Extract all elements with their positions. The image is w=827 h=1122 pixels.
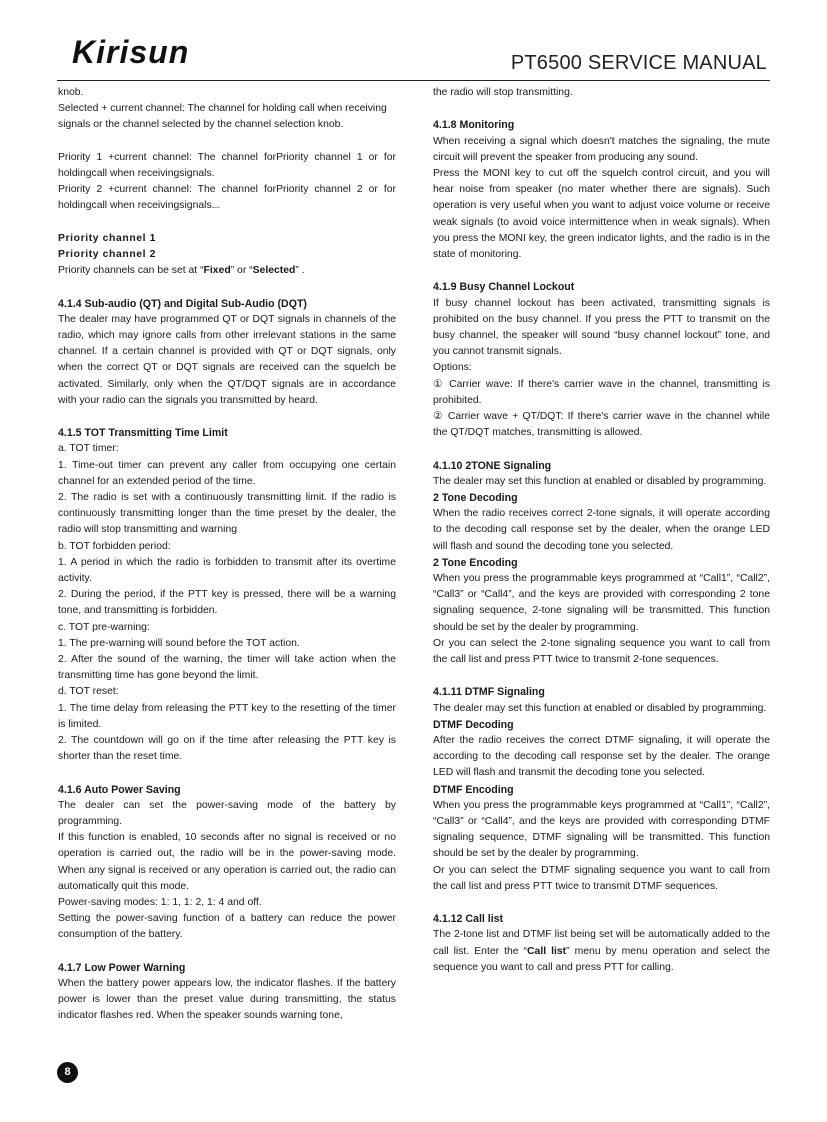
section-heading: 4.1.10 2TONE Signaling xyxy=(433,459,552,472)
paragraph: knob. xyxy=(58,87,84,98)
paragraph: ② Carrier wave + QT/DQT: If there's carrier wave in the channel while the QT/DQT matches, transmitting is allowed. xyxy=(433,411,770,439)
section-heading: 4.1.12 Call list xyxy=(433,913,504,926)
paragraph: When you press the programmable keys programmed at “Call1”, “Call2”, “Call3” or “Call4”, and the keys are provided with corresponding 2 tone signaling sequence, 2-tone signaling will be transmitted. This function should be set by the dealer by programming. xyxy=(433,573,770,633)
paragraph: ① Carrier wave: If there's carrier wave in the channel, transmitting is prohibited. xyxy=(433,378,770,406)
priority-channel-1: Priority channel 1 xyxy=(58,232,156,244)
selected-label: Selected xyxy=(252,265,296,277)
paragraph: b. TOT forbidden period: xyxy=(58,540,171,552)
section-heading: 4.1.7 Low Power Warning xyxy=(58,961,186,974)
paragraph: If busy channel lockout has been activated, transmitting signals is prohibited on the busy channel. If you press the PTT to transmit on the busy channel, the speaker will sound “busy channel lockout” tone, and you cannot transmit signals. xyxy=(433,297,770,358)
kirisun-logo: Kirisun xyxy=(72,34,190,70)
page-number: 8 xyxy=(57,1062,78,1083)
paragraph: d. TOT reset: xyxy=(58,686,119,698)
paragraph: Or you can select the DTMF signaling sequence you want to call from the call list and press PTT twice to transmit DTMF sequences. xyxy=(433,864,770,892)
paragraph: The dealer may have programmed QT or DQT signals in channels of the radio, which may ignore calls from other irrelevant stations in the same channel. If a certain channel is provided with QT or DQT signals, only when the correct QT or DQT signals are received can the squelch be activated. Similarly, only when the QT/DQT signals are in accordance with your radio can the signals you transmitted by heard. xyxy=(58,313,396,406)
right-column xyxy=(433,85,770,976)
paragraph: Selected + current channel: The channel for holding call when receiving signals or the channel selected by the channel selection knob. xyxy=(58,103,387,131)
paragraph: When the battery power appears low, the indicator flashes. If the battery power is lower than the preset value during transmitting, the status indicator flashes red. When the speaker sounds warning tone, xyxy=(58,978,396,1022)
paragraph: a. TOT timer: xyxy=(58,443,119,455)
paragraph: Priority 1 +current channel: The channel forPriority channel 1 or for holdingcall when receivingsignals. xyxy=(58,151,396,179)
section-heading: 4.1.5 TOT Transmitting Time Limit xyxy=(58,427,228,440)
paragraph: Priority 2 +current channel: The channel forPriority channel 2 or for holdingcall when receivingsignals... xyxy=(58,184,396,212)
paragraph: Power-saving modes: 1: 1, 1: 2, 1: 4 and off. xyxy=(58,897,262,909)
paragraph: Priority channels can be set at “Fixed” or “Selected” . xyxy=(58,265,305,277)
paragraph: 1. A period in which the radio is forbidden to transmit after its overtime activity. xyxy=(58,556,396,585)
page-header xyxy=(0,0,827,80)
section-heading: 4.1.4 Sub-audio (QT) and Digital Sub-Audio (DQT) xyxy=(58,297,307,310)
paragraph: 2. The radio is set with a continuously transmitting limit. If the radio is continuously transmitting longer than the time preset by the dealer, the radio will stop transmitting and warning xyxy=(58,492,396,536)
section-heading: 4.1.8 Monitoring xyxy=(433,119,515,132)
paragraph: Press the MONI key to cut off the squelch control circuit, and you will hear noise from speaker (no mater whether there are signals). Such operation is very useful when you want to adjust voice volume or receive weak signals (to avoid voice intermittence when in weak signals). When you press the MONI key, the green indicator lights, and the radio is in the state of monitoring. xyxy=(433,168,770,261)
paragraph: Options: xyxy=(433,362,472,374)
paragraph: the radio will stop transmitting. xyxy=(433,87,573,98)
sub-heading: 2 Tone Encoding xyxy=(433,556,518,569)
paragraph: After the radio receives the correct DTMF signaling, it will operate the according to the decoding call response set by the dealer. The orange LED will flash and transmit the decoding tone you selected. xyxy=(433,735,770,779)
paragraph: When receiving a signal which doesn't matches the signaling, the mute circuit will prevent the speaker from producing any sound. xyxy=(433,135,770,163)
paragraph: 1. Time-out timer can prevent any caller from occupying one certain channel for an extended period of the time. xyxy=(58,459,396,487)
paragraph: The 2-tone list and DTMF list being set will be automatically added to the call list. Enter the “Call list” menu by menu operation and select the sequence you want to call and press PTT for calling. xyxy=(433,929,770,973)
paragraph: If this function is enabled, 10 seconds after no signal is received or no operation is carried out, the radio will be in the power-saving mode. When any signal is received or any operation is carried out, the radio can automatically quit this mode. xyxy=(58,832,396,892)
paragraph: When you press the programmable keys programmed at “Call1”, “Call2”, “Call3” or “Call4”, and the keys are provided with corresponding DTMF signaling sequence, DTMF signaling will be transmitted. This function should be set by the dealer by programming. xyxy=(433,799,770,860)
left-column xyxy=(58,85,396,1025)
sub-heading: DTMF Decoding xyxy=(433,718,514,731)
manual-title: PT6500 SERVICE MANUAL xyxy=(510,52,767,74)
paragraph: Setting the power-saving function of a battery can reduce the power consumption of the battery. xyxy=(58,913,396,941)
paragraph: 2. The countdown will go on if the time after releasing the PTT key is shorter than the reset time. xyxy=(58,735,396,763)
paragraph: 1. The time delay from releasing the PTT key to the resetting of the timer is limited. xyxy=(58,702,396,730)
paragraph: 1. The pre-warning will sound before the TOT action. xyxy=(58,637,300,649)
section-heading: 4.1.6 Auto Power Saving xyxy=(58,783,181,796)
sub-heading: 2 Tone Decoding xyxy=(433,492,518,505)
section-heading: 4.1.9 Busy Channel Lockout xyxy=(433,281,575,294)
sub-heading: DTMF Encoding xyxy=(433,783,514,796)
call-list-label: Call list xyxy=(527,945,567,957)
paragraph: c. TOT pre-warning: xyxy=(58,621,150,633)
paragraph: The dealer can set the power-saving mode of the battery by programming. xyxy=(58,799,396,828)
section-heading: 4.1.11 DTMF Signaling xyxy=(433,686,545,699)
paragraph: When the radio receives correct 2-tone signals, it will operate according to the decoding call response set by the dealer, when the orange LED will flash and sound the decoding tone you selected. xyxy=(433,508,770,552)
paragraph: 2. After the sound of the warning, the timer will take action when the transmitting time has gone beyond the limit. xyxy=(58,654,396,682)
priority-channel-2: Priority channel 2 xyxy=(58,249,156,260)
paragraph: 2. During the period, if the PTT key is pressed, there will be a warning tone, and transmitting is forbidden. xyxy=(58,589,396,617)
header-rule xyxy=(57,80,770,81)
paragraph: The dealer may set this function at enabled or disabled by programming. xyxy=(433,702,767,714)
paragraph: The dealer may set this function at enabled or disabled by programming. xyxy=(433,475,767,487)
paragraph: Or you can select the 2-tone signaling sequence you want to call from the call list and press PTT twice to transmit 2-tone sequences. xyxy=(433,637,770,666)
fixed-label: Fixed xyxy=(203,265,231,277)
